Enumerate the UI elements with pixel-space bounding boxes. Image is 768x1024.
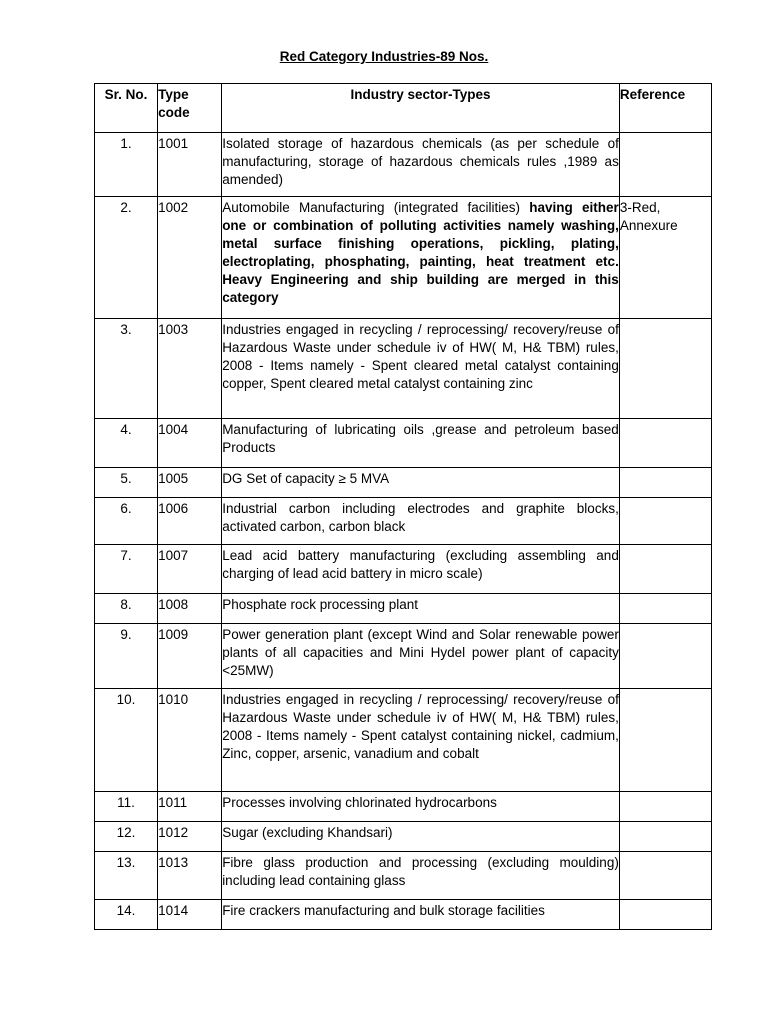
table-row [95, 792, 712, 822]
cell-sr-no: 2. [95, 197, 158, 319]
cell-type-code: 1006 [158, 498, 222, 545]
cell-type-code: 1001 [158, 133, 222, 197]
cell-sr-no: 3. [95, 319, 158, 419]
cell-industry [222, 822, 620, 852]
cell-type-code: 1010 [158, 689, 222, 792]
industry-text: Sugar (excluding Khandsari) [222, 825, 393, 840]
cell-industry [222, 852, 620, 900]
cell-reference [619, 900, 711, 930]
cell-sr-no: 4. [95, 419, 158, 468]
cell-type-code: 1002 [158, 197, 222, 319]
cell-reference [619, 822, 711, 852]
cell-industry [222, 133, 620, 197]
industry-text: Automobile Manufacturing (integrated facilities) [222, 200, 530, 215]
cell-type-code: 1008 [158, 594, 222, 624]
cell-reference [619, 133, 711, 197]
cell-reference [619, 468, 711, 498]
cell-reference [619, 792, 711, 822]
cell-industry [222, 900, 620, 930]
header-row [95, 84, 712, 133]
table-row [95, 900, 712, 930]
industry-text: Power generation plant (except Wind and Solar renewable power plants of all capacities and Mini Hydel power plant of capacity <25MW) [222, 627, 619, 678]
cell-sr-no: 5. [95, 468, 158, 498]
cell-type-code: 1014 [158, 900, 222, 930]
cell-reference [619, 852, 711, 900]
header-reference: Reference [619, 84, 711, 133]
cell-sr-no: 8. [95, 594, 158, 624]
cell-type-code: 1013 [158, 852, 222, 900]
cell-industry [222, 624, 620, 689]
industry-text: Lead acid battery manufacturing (excluding assembling and charging of lead acid battery in micro scale) [222, 548, 619, 581]
industry-text: Isolated storage of hazardous chemicals (as per schedule of manufacturing, storage of hazardous chemicals rules ,1989 as amended) [222, 136, 619, 187]
table-row [95, 419, 712, 468]
table-row [95, 498, 712, 545]
cell-reference [619, 689, 711, 792]
table-row [95, 468, 712, 498]
cell-industry [222, 468, 620, 498]
table-row [95, 594, 712, 624]
cell-type-code: 1012 [158, 822, 222, 852]
cell-industry [222, 594, 620, 624]
cell-sr-no: 1. [95, 133, 158, 197]
cell-sr-no: 6. [95, 498, 158, 545]
header-sr-no: Sr. No. [95, 84, 158, 133]
industry-text: DG Set of capacity ≥ 5 MVA [222, 471, 390, 486]
table-header [95, 84, 712, 133]
cell-sr-no: 9. [95, 624, 158, 689]
industry-text: Manufacturing of lubricating oils ,grease and petroleum based Products [222, 422, 619, 455]
cell-sr-no: 7. [95, 545, 158, 594]
header-type-code-label: Type code [158, 87, 190, 120]
table-row [95, 197, 712, 319]
industry-text: Processes involving chlorinated hydrocarbons [222, 795, 497, 810]
cell-sr-no: 14. [95, 900, 158, 930]
cell-type-code: 1007 [158, 545, 222, 594]
cell-industry [222, 545, 620, 594]
cell-reference [619, 594, 711, 624]
cell-type-code: 1003 [158, 319, 222, 419]
cell-reference: 3-Red, Annexure [619, 197, 711, 319]
industry-text: Fire crackers manufacturing and bulk storage facilities [222, 903, 545, 918]
header-industry: Industry sector-Types [222, 84, 620, 133]
cell-industry [222, 792, 620, 822]
table-row [95, 689, 712, 792]
cell-type-code: 1005 [158, 468, 222, 498]
industry-text: Industrial carbon including electrodes and graphite blocks, activated carbon, carbon black [222, 501, 619, 534]
industry-text-bold: having either one or combination of polluting activities namely washing, metal surface finishing operations, pickling, plating, electroplating, phosphating, painting, heat treatment etc. Heavy Engineering and ship building are merged in this category [222, 200, 619, 305]
cell-reference [619, 545, 711, 594]
table-row [95, 852, 712, 900]
cell-type-code: 1004 [158, 419, 222, 468]
cell-reference [619, 419, 711, 468]
industry-text: Industries engaged in recycling / reprocessing/ recovery/reuse of Hazardous Waste under schedule iv of HW( M, H& TBM) rules, 2008 - Items namely - Spent catalyst containing nickel, cadmium, Zinc, copper, arsenic, vanadium and cobalt [222, 692, 619, 761]
cell-type-code: 1009 [158, 624, 222, 689]
cell-sr-no: 10. [95, 689, 158, 792]
table-row [95, 545, 712, 594]
table-row [95, 624, 712, 689]
page-title: Red Category Industries-89 Nos. [279, 49, 489, 64]
cell-industry [222, 197, 620, 319]
red-category-table [94, 83, 712, 930]
cell-industry [222, 689, 620, 792]
table-row [95, 319, 712, 419]
table-row [95, 133, 712, 197]
cell-reference [619, 319, 711, 419]
cell-sr-no: 11. [95, 792, 158, 822]
table-row [95, 822, 712, 852]
industry-text: Industries engaged in recycling / reprocessing/ recovery/reuse of Hazardous Waste under schedule iv of HW( M, H& TBM) rules, 2008 - Items namely - Spent cleared metal catalyst containing copper, Spent cleared metal catalyst containing zinc [222, 322, 619, 391]
cell-reference [619, 624, 711, 689]
cell-sr-no: 12. [95, 822, 158, 852]
cell-type-code: 1011 [158, 792, 222, 822]
cell-reference [619, 498, 711, 545]
industry-text: Phosphate rock processing plant [222, 597, 419, 612]
industry-text: Fibre glass production and processing (excluding moulding) including lead containing glass [222, 855, 619, 888]
cell-sr-no: 13. [95, 852, 158, 900]
cell-industry [222, 319, 620, 419]
cell-industry [222, 498, 620, 545]
header-type-code [158, 84, 222, 133]
cell-industry [222, 419, 620, 468]
table-body [95, 133, 712, 930]
